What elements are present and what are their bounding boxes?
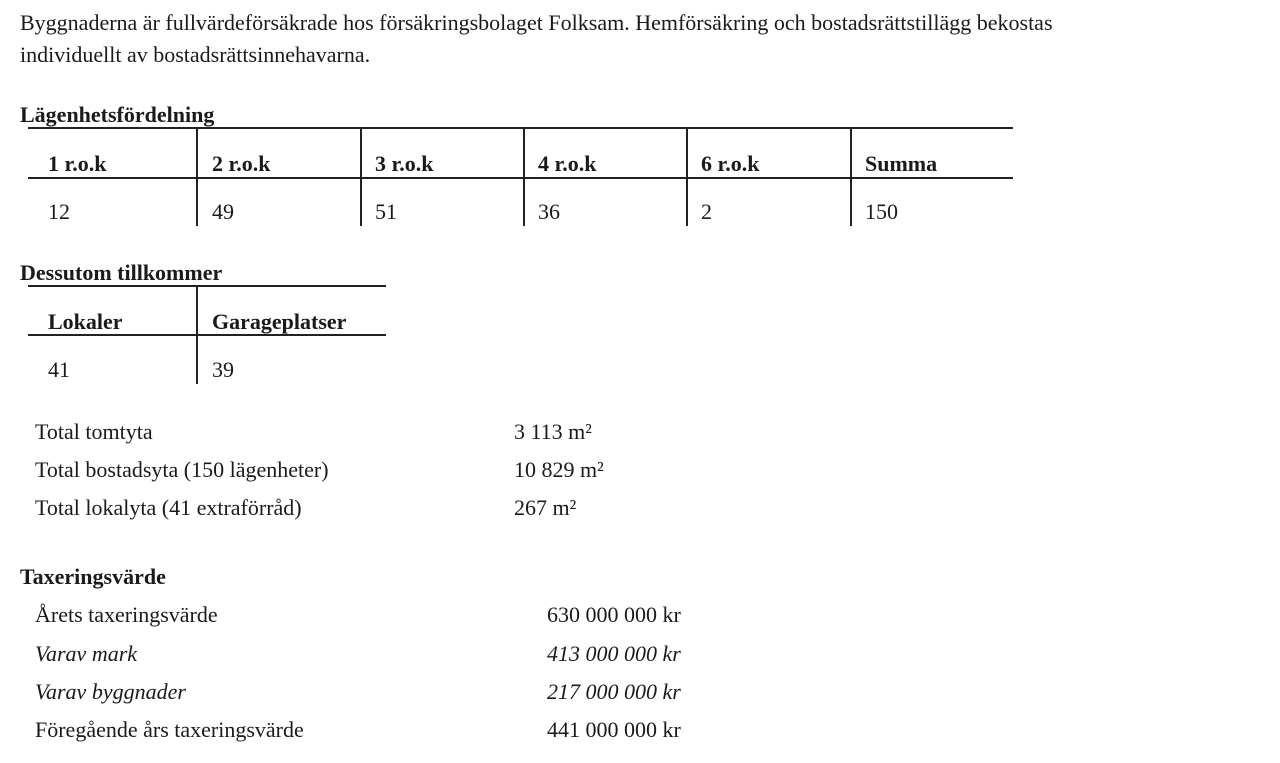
value-4rok: 36 [538,199,560,224]
tax-value: 217 000 000 kr [547,679,681,704]
header-lokaler: Lokaler [48,309,123,334]
value-garageplatser: 39 [212,357,234,382]
intro-line-1: Byggnaderna är fullvärdeförsäkrade hos försäkringsbolaget Folksam. Hemförsäkring och bostadsrättstillägg bekostas [20,10,1053,35]
area-label: Total lokalyta (41 extraförråd) [35,495,302,520]
tax-label: Varav mark [35,641,138,666]
tax-label: Varav byggnader [35,679,186,704]
area-label: Total bostadsyta (150 lägenheter) [35,457,329,482]
value-1rok: 12 [48,199,70,224]
header-1rok: 1 r.o.k [48,151,107,176]
header-summa: Summa [865,151,938,176]
area-label: Total tomtyta [35,419,153,444]
header-garageplatser: Garageplatser [212,309,347,334]
header-3rok: 3 r.o.k [375,151,434,176]
value-6rok: 2 [701,199,712,224]
tax-value: 630 000 000 kr [547,602,681,627]
area-value: 267 m² [514,495,577,520]
header-4rok: 4 r.o.k [538,151,597,176]
value-2rok: 49 [212,199,234,224]
tax-label: Föregående års taxeringsvärde [35,717,304,742]
value-lokaler: 41 [48,357,70,382]
area-value: 10 829 m² [514,457,604,482]
header-6rok: 6 r.o.k [701,151,760,176]
tax-label: Årets taxeringsvärde [35,602,218,627]
value-3rok: 51 [375,199,397,224]
intro-line-2: individuellt av bostadsrättsinnehavarna. [20,42,371,67]
area-value: 3 113 m² [514,419,592,444]
apartments-title: Lägenhetsfördelning [20,102,215,127]
tax-value: 441 000 000 kr [547,717,681,742]
tax-value: 413 000 000 kr [547,641,681,666]
header-2rok: 2 r.o.k [212,151,271,176]
extra-title: Dessutom tillkommer [20,260,223,285]
value-summa: 150 [865,199,898,224]
tax-title: Taxeringsvärde [20,564,166,589]
